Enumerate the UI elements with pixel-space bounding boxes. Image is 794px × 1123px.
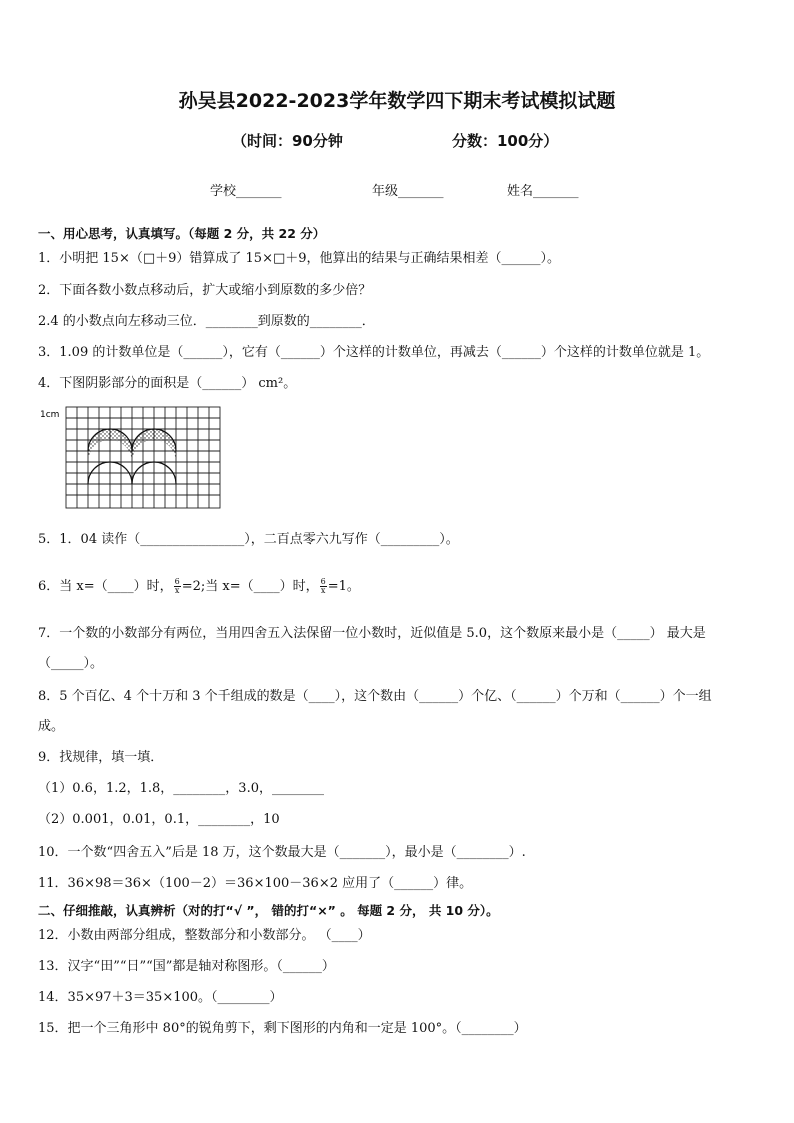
question-9-1: （1）0.6，1.2，1.8，________，3.0，________ [38,781,324,796]
section-1-heading: 一、用心思考，认真填写。（每题 2 分，共 22 分） [38,226,326,241]
question-12: 12．小数由两部分组成，整数部分和小数部分。 （____） [38,928,371,943]
question-5: 5．1．04 读作（________________），二百点零六九写作（_________）。 [38,532,459,547]
question-1: 1．小明把 15×（□＋9）错算成了 15×□＋9，他算出的结果与正确结果相差（______）。 [38,251,561,266]
question-6 [38,578,360,595]
question-2: 2．下面各数小数点移动后，扩大或缩小到原数的多少倍？ [38,283,372,298]
question-14: 14．35×97＋3＝35×100。（________） [38,990,283,1005]
question-2-part: 2.4 的小数点向左移动三位．________到原数的________． [38,314,375,329]
question-4: 4．下图阴影部分的面积是（______） cm²。 [38,376,297,391]
grid-figure [40,405,230,513]
page-title: 孙吴县2022-2023学年数学四下期末考试模拟试题 [178,90,616,112]
question-6-part-c: =1。 [327,579,360,594]
exam-score: 分数：100分） [452,132,559,150]
question-6-part-b: =2;当 x=（____）时， [181,579,319,594]
fraction-6-over-x-2: $\frac{6}{x}$ [320,577,326,595]
question-13: 13．汉字“田”“日”“国”都是轴对称图形。（______） [38,959,335,974]
name-field: 姓名_______ [507,184,579,199]
grade-field: 年级_______ [372,184,444,199]
section-2-heading: 二、仔细推敲，认真辨析（对的打“√ ”， 错的打“×” 。 每题 2 分， 共 10 分）。 [38,903,499,918]
question-10: 10．一个数“四舍五入”后是 18 万，这个数最大是（_______），最小是（________）. [38,845,526,860]
scale-label: 1cm [40,410,60,420]
question-6-part-a: 6．当 x=（____）时， [38,579,173,594]
question-7: 7．一个数的小数部分有两位，当用四舍五入法保留一位小数时，近似值是 5.0，这个数原来最小是（_____） 最大是 [38,626,706,641]
question-8: 8．5 个百亿、4 个十万和 3 个千组成的数是（____），这个数由（______）个亿、（______）个万和（______）个一组 [38,689,712,704]
shaded-area-figure [40,405,230,517]
question-11: 11．36×98＝36×（100－2）＝36×100－36×2 应用了（______）律。 [38,876,473,891]
question-7-cont: （_____）。 [38,656,104,671]
school-field: 学校_______ [210,184,282,199]
question-9-2: （2）0.001，0.01，0.1，________，10 [38,812,280,827]
fraction-6-over-x: $\frac{6}{x}$ [174,577,180,595]
question-9: 9．找规律，填一填． [38,750,164,765]
question-8-cont: 成。 [38,719,65,734]
exam-time: （时间：90分钟 [232,132,343,150]
question-15: 15．把一个三角形中 80°的锐角剪下，剩下图形的内角和一定是 100°。（________） [38,1021,527,1036]
question-3: 3．1.09 的计数单位是（______），它有（______）个这样的计数单位，再减去（______）个这样的计数单位就是 1。 [38,345,710,360]
